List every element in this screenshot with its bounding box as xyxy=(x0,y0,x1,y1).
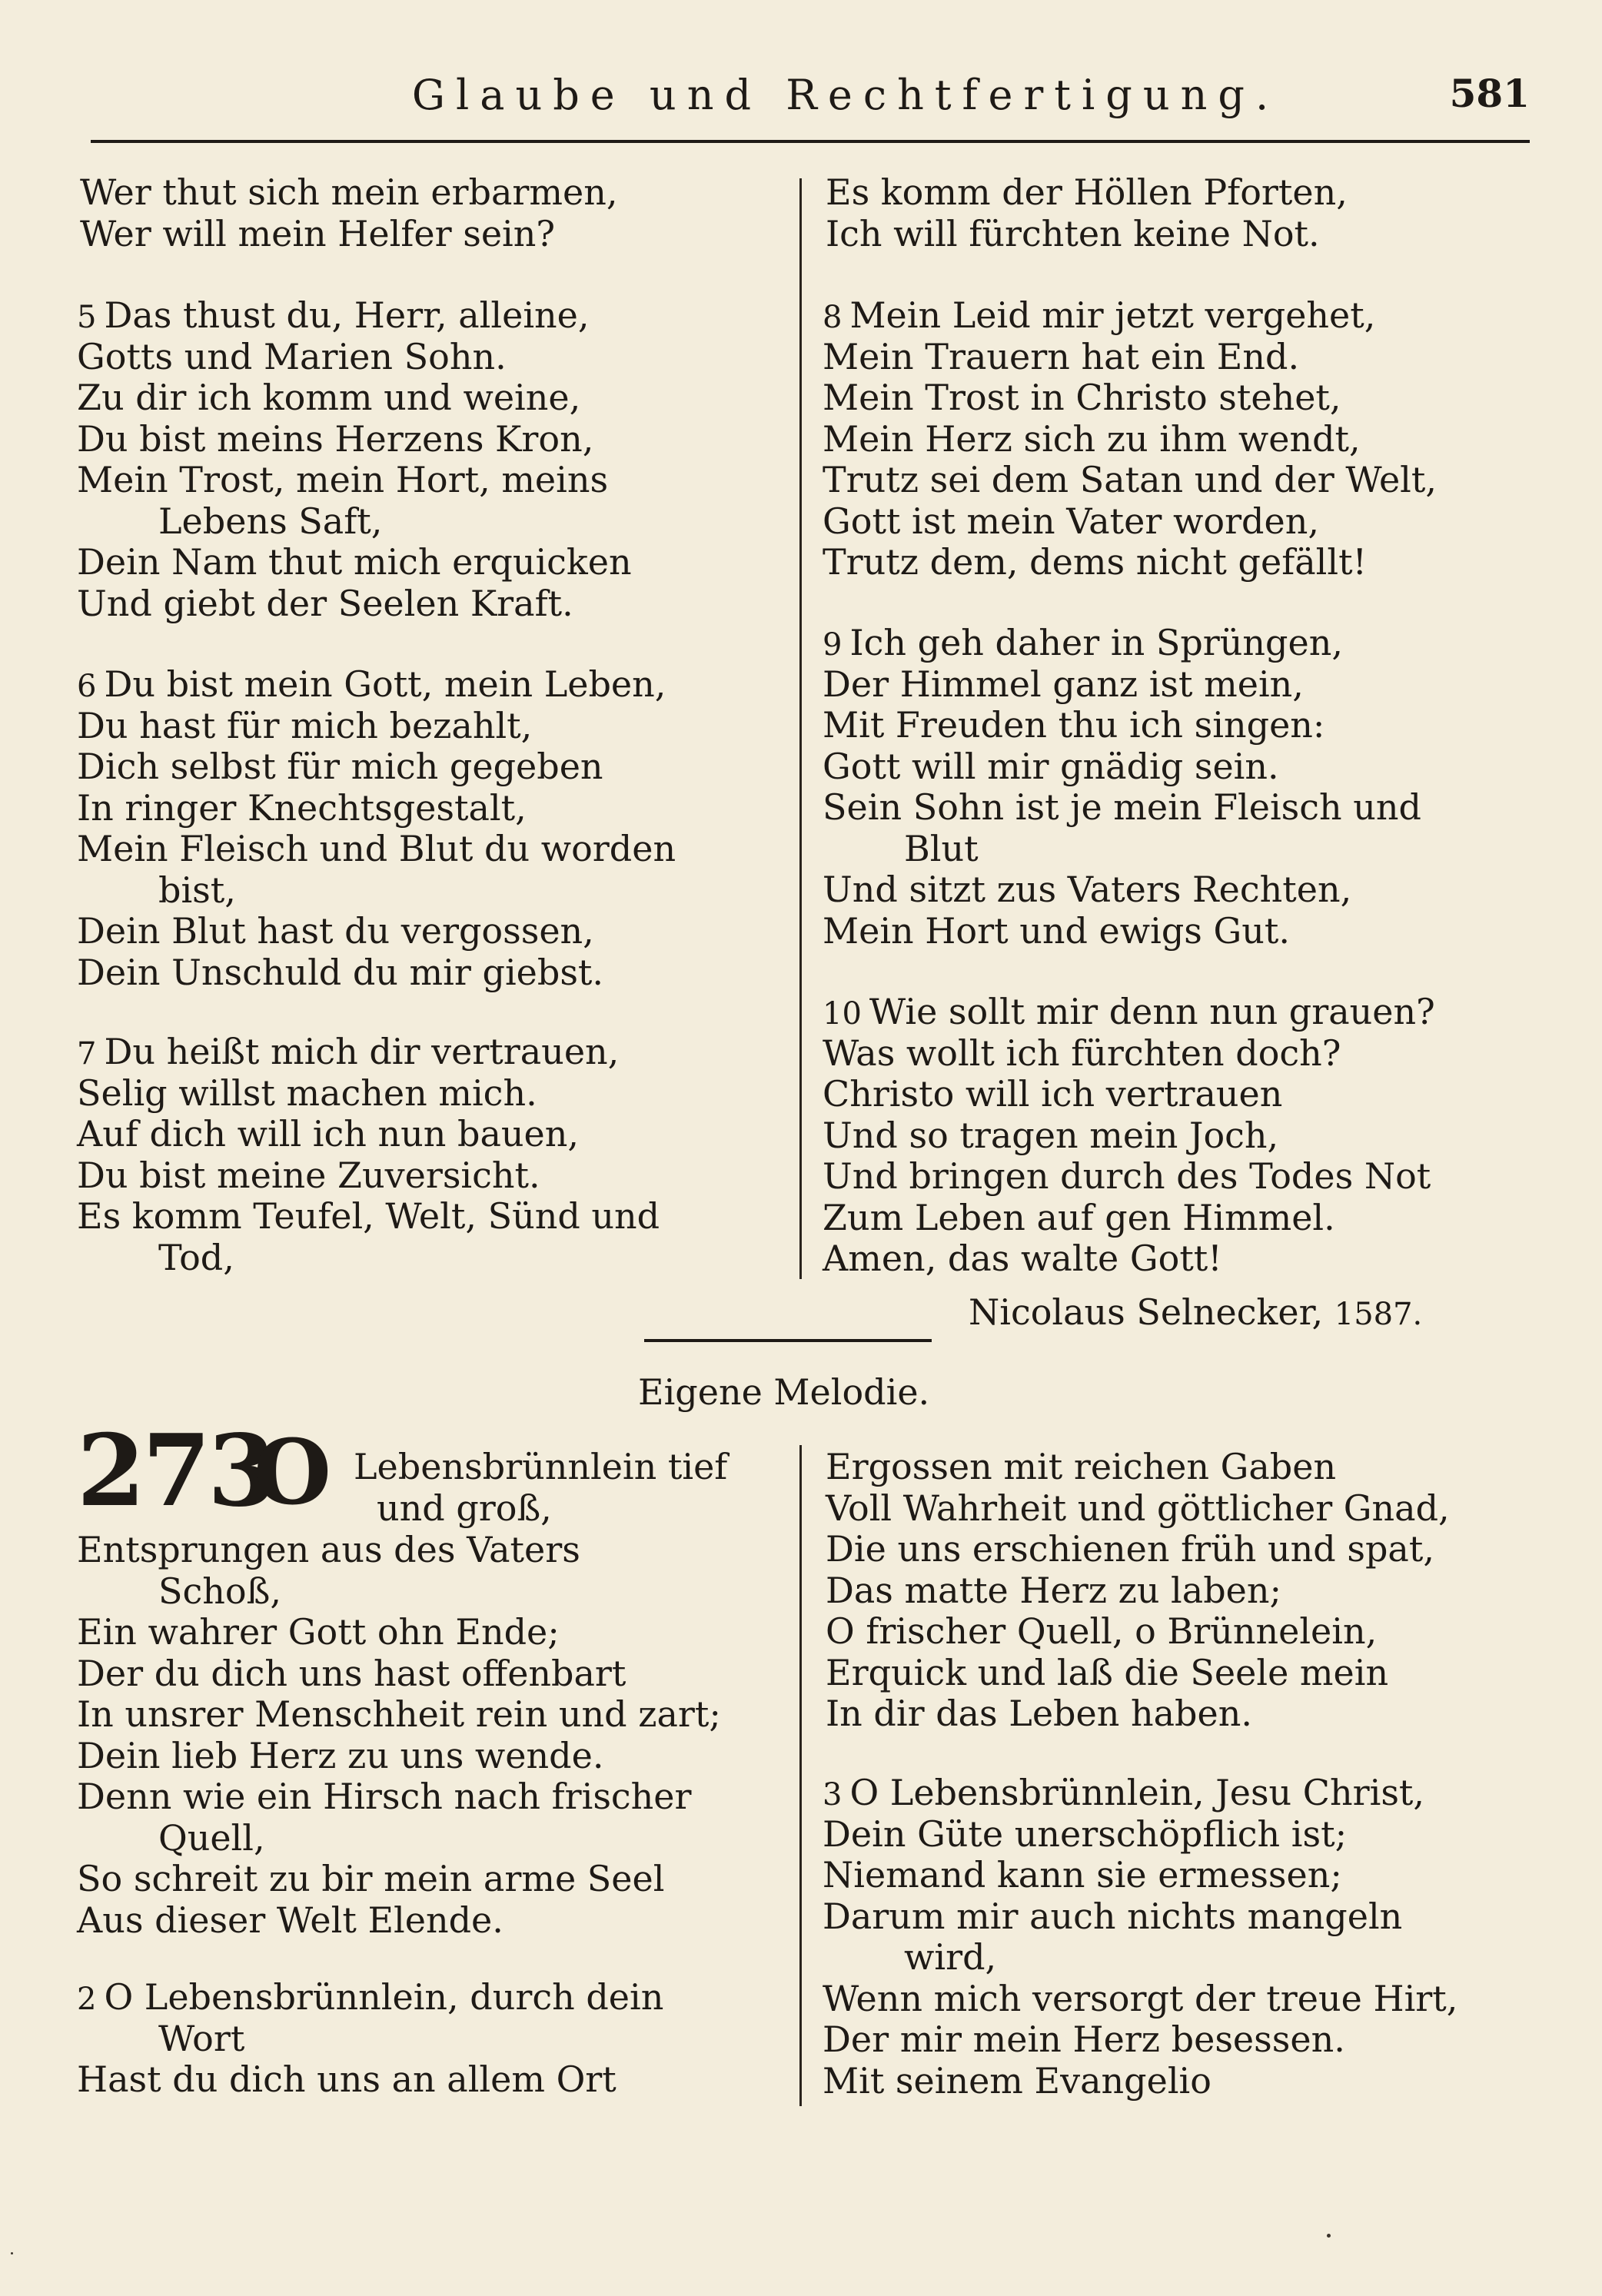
stanza-number: 2 xyxy=(77,1982,97,2017)
verse-line: Amen, das walte Gott! xyxy=(823,1238,1222,1279)
page-number: 581 xyxy=(1449,71,1530,116)
verse-line: O Lebensbrünnlein, durch dein xyxy=(104,1976,664,2018)
verse-line: Trutz sei dem Satan und der Welt, xyxy=(823,459,1437,500)
verse-line: In ringer Knechtsgestalt, xyxy=(77,786,527,829)
verse-line: Ich will fürchten keine Not. xyxy=(826,212,1320,254)
verse-line: Auf dich will ich nun bauen, xyxy=(77,1113,579,1155)
verse-line: Entsprungen aus des Vaters xyxy=(77,1529,580,1570)
verse-line: Das matte Herz zu laben; xyxy=(826,1569,1281,1611)
verse-line: Ich geh daher in Sprüngen, xyxy=(849,622,1343,663)
stanza-10 xyxy=(823,992,1435,1280)
stanza-number: 7 xyxy=(77,1036,97,1072)
verse-line: Dein Unschuld du mir giebst. xyxy=(77,951,604,993)
verse-line: Gott ist mein Vater worden, xyxy=(823,500,1319,542)
melody-note: Eigene Melodie. xyxy=(638,1371,930,1413)
verse-line: Die uns erschienen früh und spat, xyxy=(826,1528,1434,1570)
stanza-number: 5 xyxy=(77,300,97,335)
verse-line: Du heißt mich dir vertrauen, xyxy=(104,1031,620,1072)
hymn-number: 273 xyxy=(77,1414,274,1529)
verse-line: Erquick und laß die Seele mein xyxy=(826,1651,1389,1693)
paper-speck xyxy=(11,2252,13,2254)
stanza-5 xyxy=(77,295,632,624)
verse-line: Selig willst machen mich. xyxy=(77,1072,537,1114)
verse-line: Voll Wahrheit und göttlicher Gnad, xyxy=(826,1487,1450,1529)
verse-line: Du bist meine Zuversicht. xyxy=(77,1154,540,1196)
verse-line: Mein Trost, mein Hort, meins xyxy=(77,459,609,500)
verse-line: Schoß, xyxy=(158,1570,281,1612)
verse-line: Zum Leben auf gen Himmel. xyxy=(823,1196,1335,1238)
verse-line: Der du dich uns hast offenbart xyxy=(77,1652,627,1694)
verse-line: und groß, xyxy=(377,1487,552,1529)
stanza-number: 9 xyxy=(823,627,843,663)
verse-line: Wenn mich versorgt der treue Hirt, xyxy=(823,1977,1458,2019)
verse-line: wird, xyxy=(904,1936,997,1978)
verse-line: Zu dir ich komm und weine, xyxy=(77,377,581,418)
verse-line: Dich selbst für mich gegeben xyxy=(77,746,603,787)
stanza-8 xyxy=(823,295,1437,583)
verse-line: Du bist meins Herzens Kron, xyxy=(77,417,594,460)
verse-line: Sein Sohn ist je mein Fleisch und xyxy=(823,786,1421,828)
stanza-number: 6 xyxy=(77,669,97,704)
verse-line: Trutz dem, dems nicht gefällt! xyxy=(823,541,1368,583)
stanza-1 xyxy=(77,1530,721,1941)
verse-line: Dein Nam thut mich erquicken xyxy=(77,541,632,583)
verse-line: Was wollt ich fürchten doch? xyxy=(823,1032,1341,1074)
verse-line: Mein Herz sich zu ihm wendt, xyxy=(823,417,1361,460)
verse-line: Denn wie ein Hirsch nach frischer xyxy=(77,1776,692,1817)
verse-line: Der Himmel ganz ist mein, xyxy=(823,663,1304,705)
verse-line: Blut xyxy=(904,827,979,869)
verse-line: Das thust du, Herr, alleine, xyxy=(104,294,590,336)
stanza-7-continuation xyxy=(826,172,1348,254)
verse-line: Es komm der Höllen Pforten, xyxy=(826,171,1348,213)
section-rule xyxy=(644,1339,932,1342)
verse-line: Und bringen durch des Todes Not xyxy=(823,1155,1431,1197)
stanza-4-continuation xyxy=(80,172,618,254)
verse-line: Und sitzt zus Vaters Rechten, xyxy=(823,869,1352,910)
verse-line: Wie sollt mir denn nun grauen? xyxy=(869,991,1435,1032)
stanza-2 xyxy=(77,1977,663,2101)
verse-line: Mit seinem Evangelio xyxy=(823,2059,1211,2102)
verse-line: Mein Trost in Christo stehet, xyxy=(823,377,1341,418)
drop-initial: O xyxy=(254,1420,332,1525)
verse-line: Darum mir auch nichts mangeln xyxy=(823,1895,1403,1937)
verse-line: Der mir mein Herz besessen. xyxy=(823,2019,1345,2060)
hymn-opening-lines xyxy=(354,1447,727,1529)
verse-line: Ergossen mit reichen Gaben xyxy=(826,1446,1337,1487)
verse-line: Dein lieb Herz zu uns wende. xyxy=(77,1734,604,1776)
verse-line: Lebensbrünnlein tief xyxy=(354,1446,728,1487)
verse-line: Quell, xyxy=(158,1816,265,1859)
verse-line: Wer thut sich mein erbarmen, xyxy=(80,171,618,213)
verse-line: Und giebt der Seelen Kraft. xyxy=(77,582,573,624)
verse-line: Mein Trauern hat ein End. xyxy=(823,335,1300,377)
verse-line: Wer will mein Helfer sein? xyxy=(80,212,556,254)
verse-line: Christo will ich vertrauen xyxy=(823,1073,1283,1115)
author-name: Nicolaus Selnecker, xyxy=(969,1291,1324,1333)
verse-line: Mein Hort und ewigs Gut. xyxy=(823,909,1290,952)
verse-line: Wort xyxy=(158,2017,245,2059)
stanza-3 xyxy=(823,1773,1457,2102)
verse-line: bist, xyxy=(158,869,236,911)
verse-line: In unsrer Menschheit rein und zart; xyxy=(77,1693,721,1735)
verse-line: Es komm Teufel, Welt, Sünd und xyxy=(77,1195,660,1237)
column-divider-top xyxy=(799,178,802,1279)
verse-line: So schreit zu bir mein arme Seel xyxy=(77,1858,665,1899)
verse-line: Du hast für mich bezahlt, xyxy=(77,704,533,746)
verse-line: O Lebensbrünnlein, Jesu Christ, xyxy=(849,1772,1425,1813)
verse-line: Mit Freuden thu ich singen: xyxy=(823,704,1325,746)
column-divider-bottom xyxy=(799,1445,802,2106)
verse-line: In dir das Leben haben. xyxy=(826,1693,1252,1734)
stanza-number: 10 xyxy=(823,996,862,1032)
verse-line: Mein Fleisch und Blut du worden xyxy=(77,828,676,869)
stanza-9 xyxy=(823,623,1421,952)
verse-line: Mein Leid mir jetzt vergehet, xyxy=(849,294,1376,336)
verse-line: Du bist mein Gott, mein Leben, xyxy=(104,663,666,705)
verse-line: O frischer Quell, o Brünnelein, xyxy=(826,1610,1378,1652)
author-year: 1587. xyxy=(1334,1297,1423,1332)
verse-line: Dein Güte unerschöpflich ist; xyxy=(823,1813,1348,1855)
verse-line: Niemand kann sie ermessen; xyxy=(823,1854,1342,1896)
verse-line: Aus dieser Welt Elende. xyxy=(77,1899,504,1941)
verse-line: Dein Blut hast du vergossen, xyxy=(77,910,594,952)
page-header xyxy=(92,71,1530,125)
stanza-number: 8 xyxy=(823,300,843,335)
verse-line: Lebens Saft, xyxy=(158,500,383,542)
verse-line: Ein wahrer Gott ohn Ende; xyxy=(77,1611,560,1653)
verse-line: Gotts und Marien Sohn. xyxy=(77,335,507,377)
verse-line: Und so tragen mein Joch, xyxy=(823,1114,1279,1156)
verse-line: Gott will mir gnädig sein. xyxy=(823,745,1279,787)
running-title: Glaube und Rechtfertigung. xyxy=(411,71,1280,119)
paper-speck xyxy=(1327,2234,1331,2238)
verse-line: Tod, xyxy=(158,1236,234,1278)
stanza-number: 3 xyxy=(823,1777,843,1813)
stanza-6 xyxy=(77,664,676,993)
hymn-author xyxy=(969,1291,1422,1333)
header-rule xyxy=(91,140,1530,143)
stanza-7 xyxy=(77,1032,660,1278)
verse-line: Hast du dich uns an allem Ort xyxy=(77,2058,617,2100)
stanza-2-continuation xyxy=(826,1447,1450,1735)
